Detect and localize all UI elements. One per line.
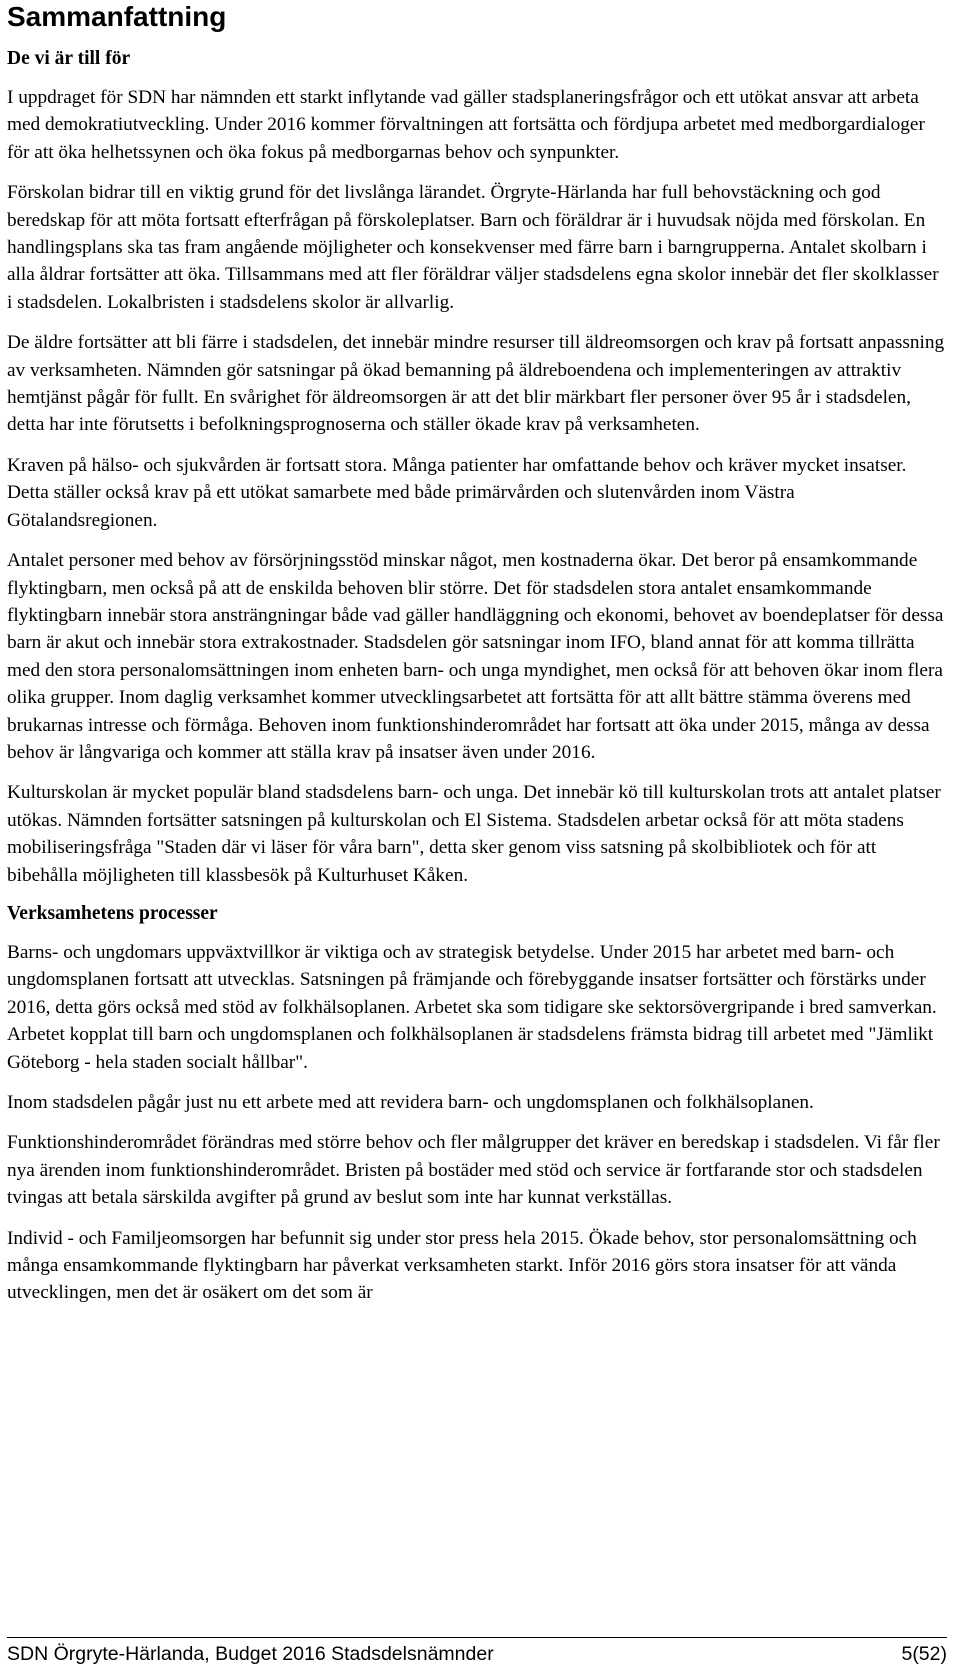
footer-page-number: 5(52) — [901, 1643, 947, 1665]
paragraph: Förskolan bidrar till en viktig grund för det livslånga lärandet. Örgryte-Härlanda har full behovstäckning och god beredskap för att möta fortsatt efterfrågan på förskoleplatser. Barn och föräldrar är i huvudsak nöjda med förskolan. En handlingsplans ska tas fram angående möjligheter och konsekvenser med färre barn i barngrupperna. Antalet skolbarn i alla åldrar fortsätter att öka. Tillsammans med att fler föräldrar väljer stadsdelens egna skolor innebär det fler skolklasser i stadsdelen. Lokalbristen i stadsdelens skolor är allvarlig. — [7, 182, 939, 313]
paragraph: Kraven på hälso- och sjukvården är fortsatt stora. Många patienter har omfattande behov och kräver mycket insatser. Detta ställer också krav på ett utökat samarbete med både primärvården och slutenvården inom Västra Götalandsregionen. — [7, 454, 907, 531]
paragraph: Individ - och Familjeomsorgen har befunnit sig under stor press hela 2015. Ökade behov, stor personalomsättning och många ensamkommande flyktingbarn har påverkat verksamheten starkt. Inför 2016 görs stora insatser för att vända utvecklingen, men det är osäkert om det som är — [7, 1227, 917, 1304]
paragraph: Inom stadsdelen pågår just nu ett arbete med att revidera barn- och ungdomsplanen och folkhälsoplanen. — [7, 1092, 814, 1113]
page-title: Sammanfattning — [7, 1, 227, 32]
paragraph: Antalet personer med behov av försörjningsstöd minskar något, men kostnaderna ökar. Det beror på ensamkommande flyktingbarn, men också på att de enskilda behoven blir större. Det för stadsdelen stora antalet ensamkommande flyktingbarn innebär stora ansträngningar både vad gäller handläggning och ekonomi, behovet av boendeplatser för dessa barn är akut och innebär stora extrakostnader. Stadsdelen gör satsningar inom IFO, bland annat för att komma tillrätta med den stora personalomsättningen inom enheten barn- och unga myndighet, men också för att behoven ökar inom flera olika grupper. Inom daglig verksamhet kommer utvecklingsarbetet att fortsätta för att allt bättre stämma överens med brukarnas intresse och förmåga. Behoven inom funktionshinderområdet har fortsatt att öka under 2015, många av dessa behov är långvariga och kommer att ställa krav på insatser även under 2016. — [7, 550, 944, 763]
section-heading-processes: Verksamhetens processer — [7, 902, 218, 924]
paragraph: Barns- och ungdomars uppväxtvillkor är viktiga och av strategisk betydelse. Under 2015 har arbetet med barn- och ungdomsplanen fortsatt att utvecklas. Satsningen på främjande och förebyggande insatser fortsätter och förstärks under 2016, detta görs också med stöd av folkhälsoplanen. Arbetet ska som tidigare ske sektorsövergripande i bred samverkan. Arbetet kopplat till barn och ungdomsplanen och folkhälsoplanen är stadsdelens främsta bidrag till arbetet med "Jämlikt Göteborg - hela staden socialt hållbar". — [7, 941, 937, 1073]
paragraph: De äldre fortsätter att bli färre i stadsdelen, det innebär mindre resurser till äldreomsorgen och krav på fortsatt anpassning av verksamheten. Nämnden gör satsningar på ökad bemanning på äldreboendena och implementeringen av attraktiv hemtjänst pågår för fullt. En svårighet för äldreomsorgen är att det blir märkbart fler personer över 95 år i stadsdelen, detta har inte förutsetts i befolkningsprognoserna och ställer ökade krav på verksamheten. — [7, 332, 945, 436]
paragraph: Funktionshinderområdet förändras med större behov och fler målgrupper det kräver en beredskap i stadsdelen. Vi får fler nya ärenden inom funktionshinderområdet. Bristen på bostäder med stöd och service är fortfarande stor och stadsdelen tvingas att betala särskilda avgifter på grund av beslut som inte har kunnat verkställas. — [7, 1132, 940, 1209]
document-page — [7, 0, 947, 1320]
footer-divider — [7, 1637, 947, 1638]
section-heading-target-group: De vi är till för — [7, 48, 131, 69]
paragraph: Kulturskolan är mycket populär bland stadsdelens barn- och unga. Det innebär kö till kulturskolan trots att antalet platser utökas. Nämnden fortsätter satsningen på kulturskolan och El Sistema. Stadsdelen arbetar också för att möta stadens mobiliseringsfråga "Staden där vi läser för våra barn", detta sker genom viss satsning på skolbibliotek och för att bibehålla möjligheten till klassbesök på Kulturhuset Kåken. — [7, 782, 941, 886]
footer-document-label: SDN Örgryte-Härlanda, Budget 2016 Stadsdelsnämnder — [7, 1643, 494, 1665]
paragraph: I uppdraget för SDN har nämnden ett starkt inflytande vad gäller stadsplaneringsfrågor och ett utökat ansvar att arbeta med demokratiutveckling. Under 2016 kommer förvaltningen att fortsätta och fördjupa arbetet med medborgardialoger för att öka helhetssynen och öka fokus på medborgarnas behov och synpunkter. — [7, 87, 925, 163]
